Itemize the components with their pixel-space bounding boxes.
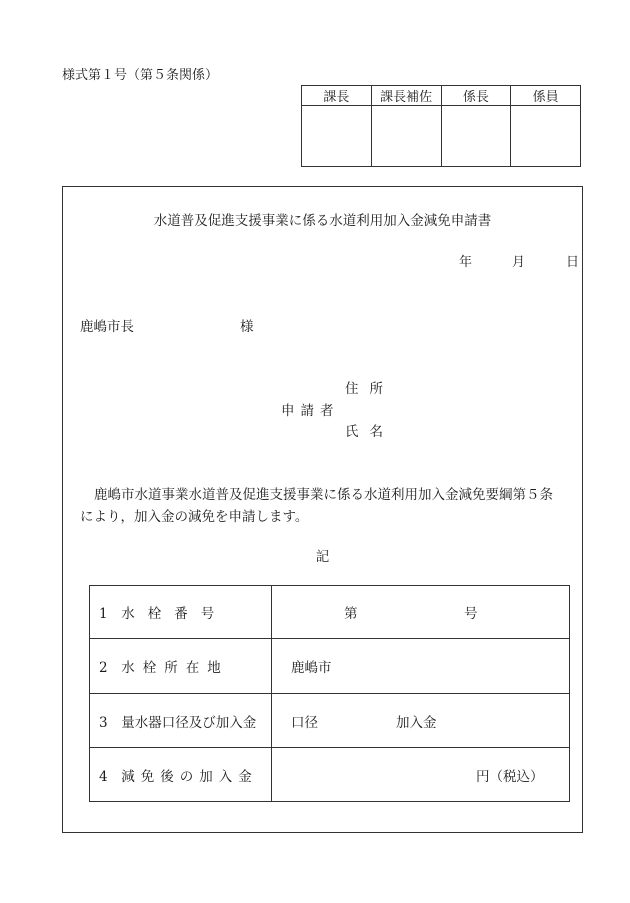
faucet-number-field[interactable] — [272, 586, 570, 639]
row-number: 3 — [99, 714, 108, 731]
addressee: 鹿嶋市長 — [80, 319, 134, 335]
approval-header-deputy-chief: 課長補佐 — [371, 86, 441, 106]
approval-stamp-cell[interactable] — [441, 106, 511, 167]
faucet-number-suffix: 号 — [464, 606, 478, 622]
applicant-address-label: 住所 — [345, 381, 394, 397]
row-label-text: 減免後の加入金 — [121, 768, 258, 785]
approval-header-unit-chief: 係長 — [441, 86, 511, 106]
row-label — [90, 748, 272, 802]
table-row — [90, 586, 570, 639]
faucet-location-field[interactable] — [272, 639, 570, 694]
honorific: 様 — [240, 319, 254, 335]
meter-diameter-fee-field[interactable] — [272, 694, 570, 748]
reduced-fee-unit: 円（税込） — [476, 768, 544, 785]
row-label-text: 水栓番号 — [121, 606, 228, 622]
faucet-location-prefix: 鹿嶋市 — [291, 660, 332, 676]
table-row — [90, 748, 570, 802]
date-month-label: 月 — [512, 255, 526, 270]
meter-diameter-label: 口径 — [291, 714, 318, 731]
row-label — [90, 694, 272, 748]
row-label — [90, 639, 272, 694]
date-day-label: 日 — [566, 255, 580, 270]
reduced-fee-field[interactable] — [272, 748, 570, 802]
application-statement: 鹿嶋市水道事業水道普及促進支援事業に係る水道利用加入金減免要綱第５条により，加入金の減免を申請します。 — [80, 487, 553, 525]
row-number: 1 — [99, 606, 108, 622]
ki-heading: 記 — [315, 549, 330, 565]
applicant-name-label: 氏名 — [345, 424, 394, 440]
row-label-text: 水栓所在地 — [121, 660, 229, 676]
date-year-label: 年 — [459, 255, 473, 270]
approval-stamp-cell[interactable] — [371, 106, 441, 167]
form-number: 様式第１号（第５条関係） — [62, 68, 219, 83]
approval-header-staff: 係員 — [511, 86, 581, 106]
table-row — [90, 639, 570, 694]
faucet-number-prefix: 第 — [344, 606, 358, 622]
document-title: 水道普及促進支援事業に係る水道利用加入金減免申請書 — [153, 213, 492, 229]
row-number: 2 — [99, 660, 108, 676]
applicant-label: 申請者 — [281, 403, 340, 419]
approval-stamp-table — [301, 85, 581, 167]
connection-fee-label: 加入金 — [396, 714, 437, 731]
row-number: 4 — [99, 768, 108, 785]
row-label-text: 量水器口径及び加入金 — [121, 714, 257, 731]
table-row — [90, 694, 570, 748]
details-table — [89, 585, 570, 802]
row-label — [90, 586, 272, 639]
approval-stamp-cell[interactable] — [302, 106, 372, 167]
approval-header-section-chief: 課長 — [302, 86, 372, 106]
approval-stamp-cell[interactable] — [511, 106, 581, 167]
